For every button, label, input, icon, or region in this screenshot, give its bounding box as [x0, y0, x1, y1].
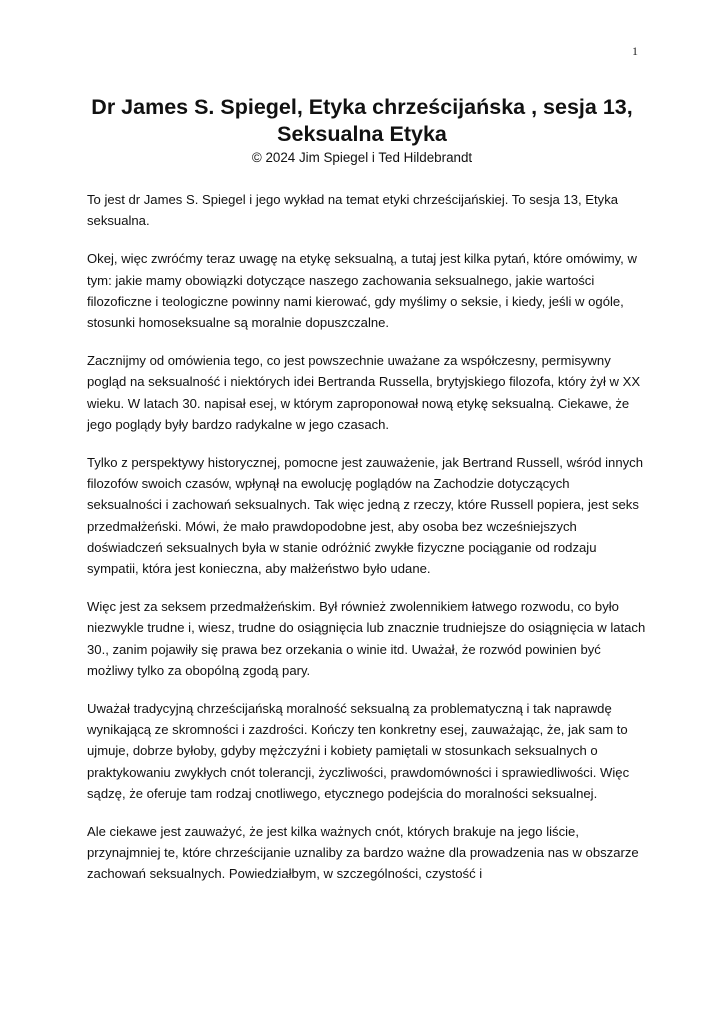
paragraph: Więc jest za seksem przedmałżeńskim. Był również zwolennikiem łatwego rozwodu, co było niezwykle trudne i, wiesz, trudne do osiągnięcia lub znacznie trudniejsze do osiągnięcia w latach 30., zanim pojawiły się prawa bez orzekania o winie itd. Uważał, że rozwód powinien być możliwy tylko za obopólną zgodą pary.	[87, 599, 646, 678]
paragraph: Zacznijmy od omówienia tego, co jest powszechnie uważane za współczesny, permisywny pogląd na seksualność i niektórych idei Bertranda Russella, brytyjskiego filozofa, który żył w XX wieku. W latach 30. napisał esej, w którym zaproponował nową etykę seksualną. Ciekawe, że jego poglądy były bardzo radykalne w jego czasach.	[87, 353, 641, 432]
paragraph: Okej, więc zwróćmy teraz uwagę na etykę seksualną, a tutaj jest kilka pytań, które omówimy, w tym: jakie mamy obowiązki dotyczące naszego zachowania seksualnego, jakie wartości filozoficzne i teologiczne powinny nami kierować, gdy myślimy o seksie, i kiedy, jeśli w ogóle, stosunki homoseksualne są moralnie dopuszczalne.	[87, 251, 637, 331]
paragraph: Ale ciekawe jest zauważyć, że jest kilka ważnych cnót, których brakuje na jego liście, przynajmniej te, które chrześcijanie uznaliby za bardzo ważne dla prowadzenia nas w obszarze zachowań seksualnych. Powiedziałbym, w szczególności, czystość i	[87, 824, 639, 882]
page-number: 1	[632, 44, 638, 58]
document-title: Dr James S. Spiegel, Etyka chrześcijańska , sesja 13, Seksualna Etyka	[91, 95, 633, 146]
paragraph: Uważał tradycyjną chrześcijańską moralność seksualną za problematyczną i tak naprawdę wynikającą ze skromności i zazdrości. Kończy ten konkretny esej, zauważając, że, jak sam to ujmuje, dobrze byłoby, gdyby mężczyźni i kobiety pamiętali w stosunkach seksualnych o praktykowaniu zwykłych cnót tolerancji, życzliwości, prawdomówności i sprawiedliwości. Więc sądzę, że oferuje tam rodzaj cnotliwego, etycznego podejścia do moralności seksualnej.	[87, 701, 630, 801]
paragraph: Tylko z perspektywy historycznej, pomocne jest zauważenie, jak Bertrand Russell, wśród innych filozofów swoich czasów, wpłynął na ewolucję poglądów na Zachodzie dotyczących seksualności i zachowań seksualnych. Tak więc jedną z rzeczy, które Russell popiera, jest seks przedmałżeński. Mówi, że mało prawdopodobne jest, aby osoba bez wcześniejszych doświadczeń seksualnych była w stanie odróżnić zwykłe fizyczne pociąganie od rodzaju sympatii, która jest konieczna, aby małżeństwo było udane.	[87, 455, 643, 577]
paragraph: To jest dr James S. Spiegel i jego wykład na temat etyki chrześcijańskiej. To sesja 13, Etyka seksualna.	[87, 192, 619, 229]
copyright-line: © 2024 Jim Spiegel i Ted Hildebrandt	[251, 150, 473, 165]
document-body	[87, 189, 647, 902]
